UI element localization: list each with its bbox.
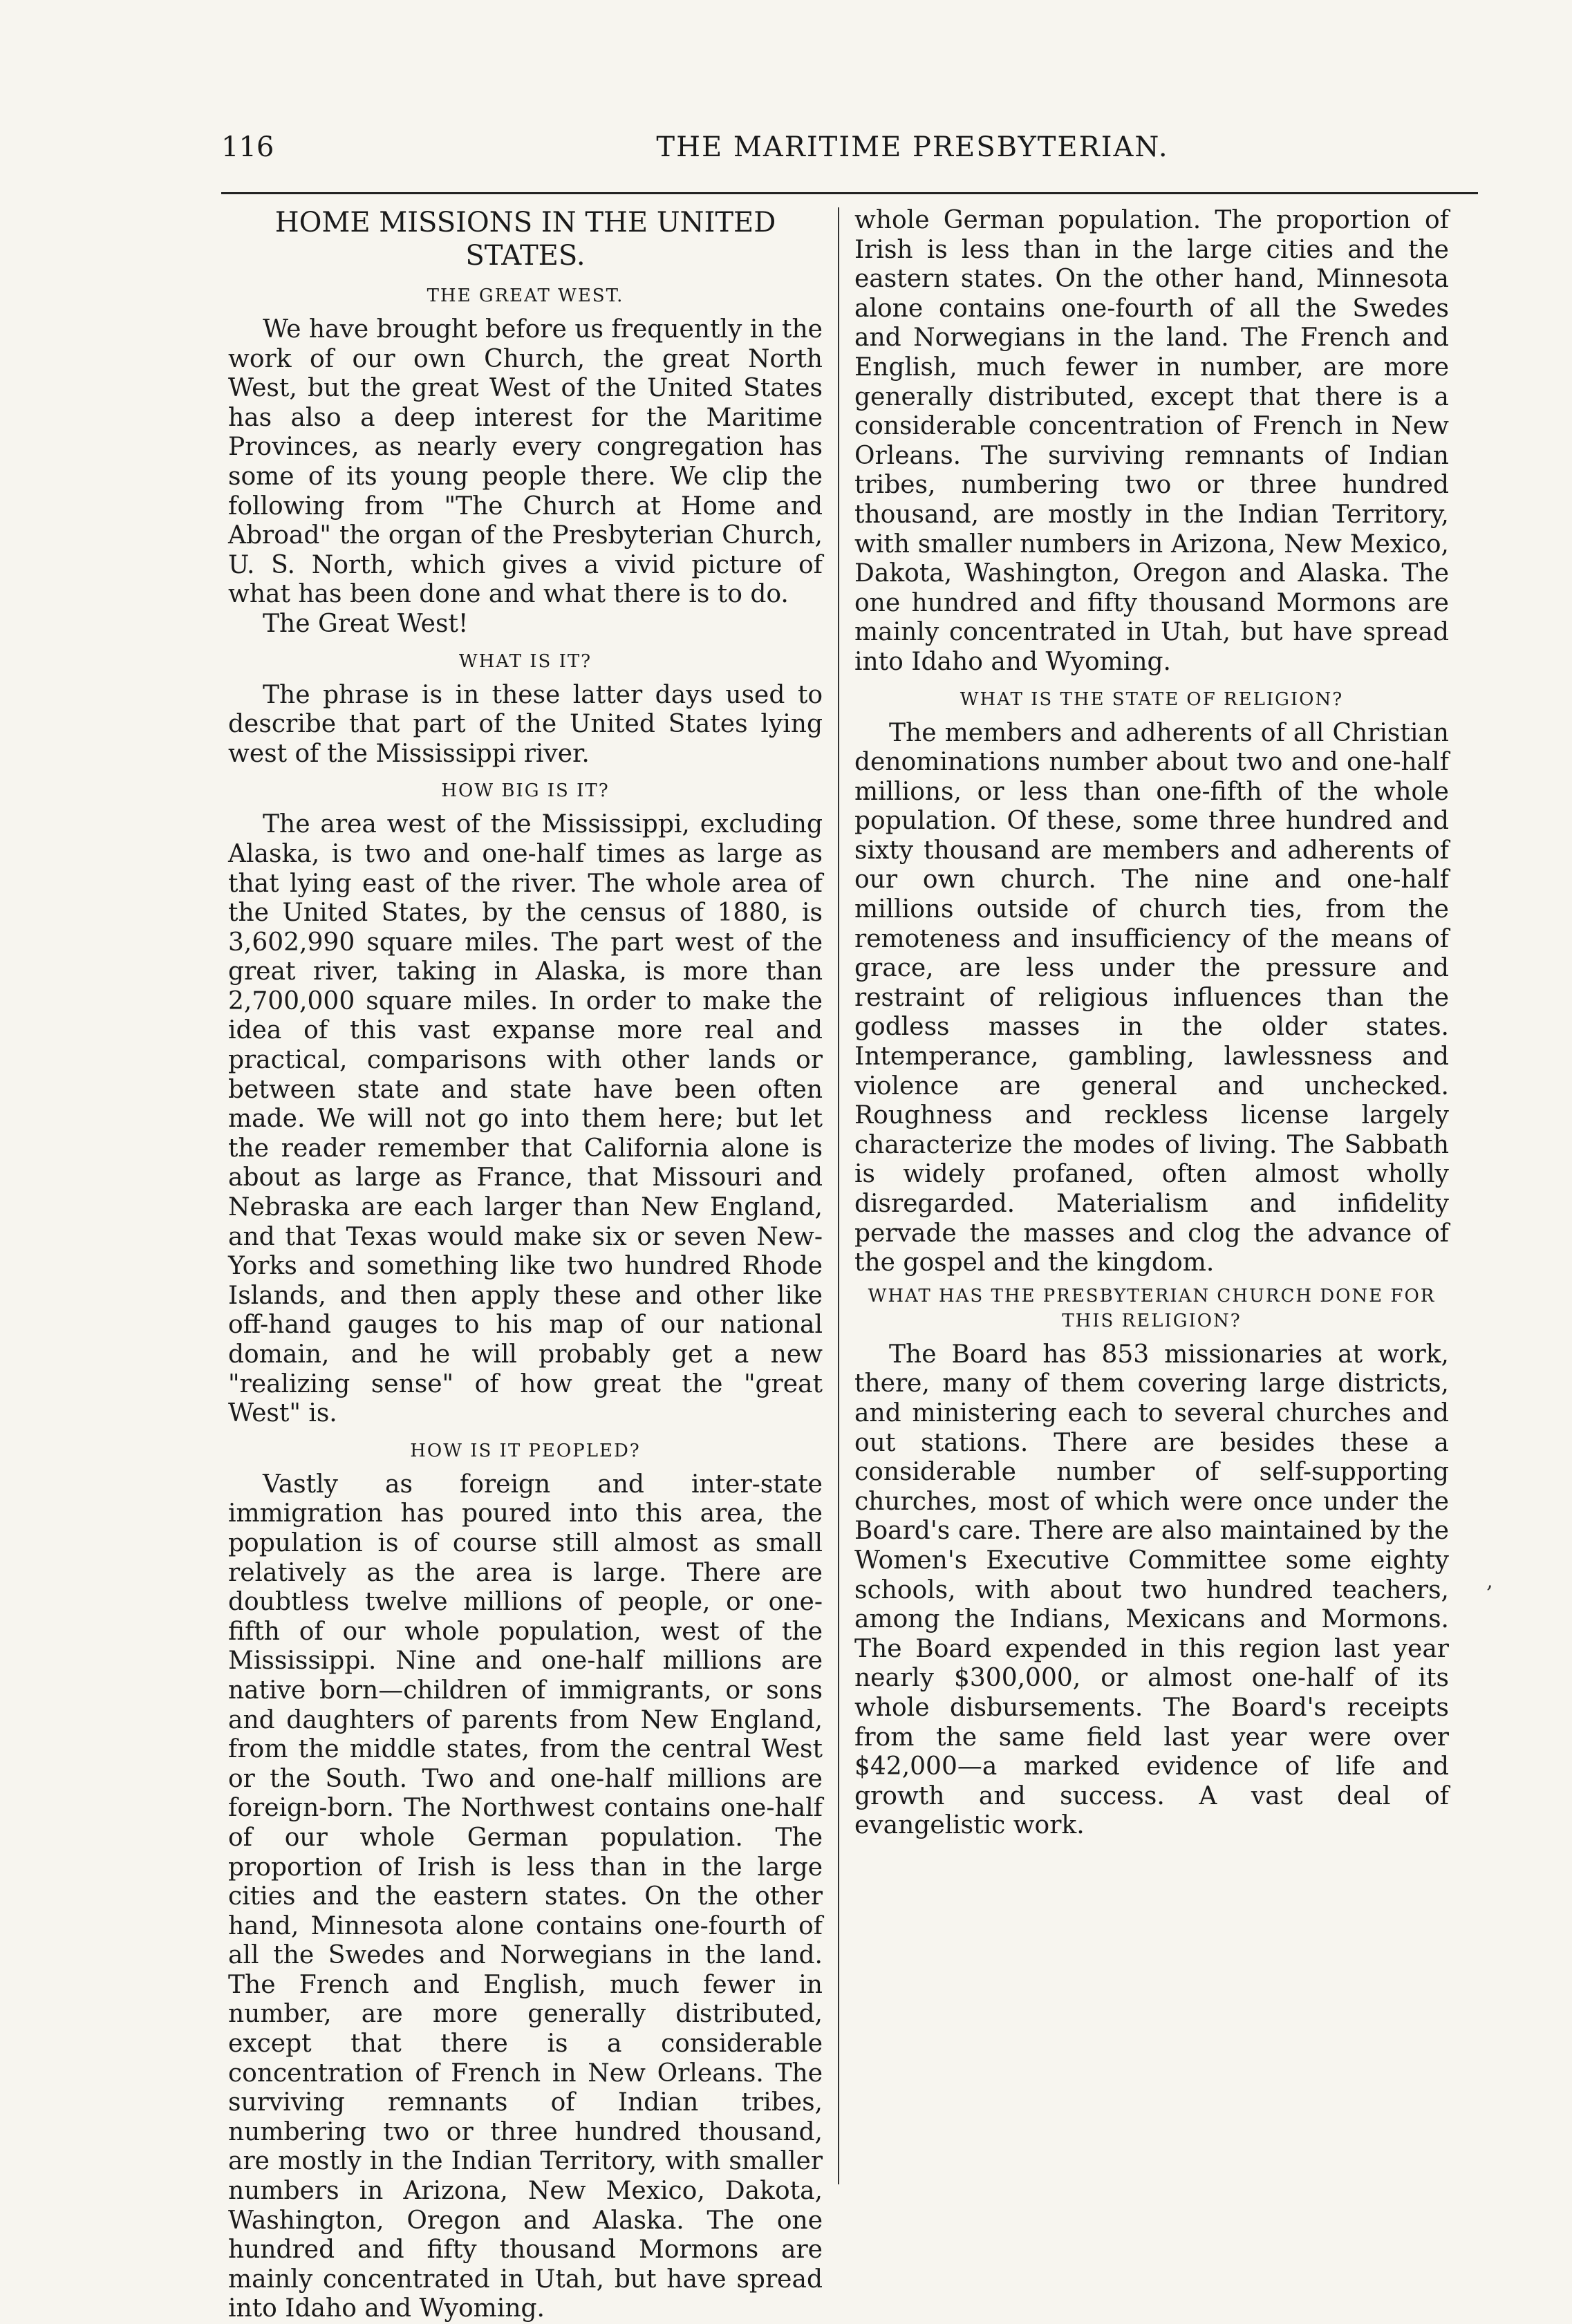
journal-title: THE MARITIME PRESBYTERIAN.: [656, 131, 1169, 163]
header-rule: [221, 192, 1478, 194]
answer-peopled-continued: whole German population. The proportion of Irish is less than in the large cities and the eastern states. On the other hand, Minnesota alone contains one-fourth of all the Swedes and Norwegians in the land. The French and English, much fewer in number, are more generally distributed, except that there is a considerable concentration of French in New Orleans. The surviving remnants of Indian tribes, numbering two or three hundred thousand, are mostly in the Indian Territory, with smaller numbers in Arizona, New Mexico, Dakota, Washington, Oregon and Alaska. The one hundred and fifty thousand Mormons are mainly concentrated in Utah, but have spread into Idaho and Wyoming.: [854, 206, 1449, 676]
question-peopled: HOW IS IT PEOPLED?: [410, 1440, 641, 1461]
left-column: [228, 206, 823, 2323]
running-head: [221, 131, 1479, 173]
question-what-is-it: WHAT IS IT?: [458, 650, 592, 672]
column-divider: [838, 207, 839, 2184]
answer-how-big: The area west of the Mississippi, excluding Alaska, is two and one-half times as large as that lying east of the river. The whole area of the United States, by the census of 1880, is 3,602,990 square miles. The part west of the great river, taking in Alaska, is more than 2,700,000 square miles. In order to make the idea of this vast expanse more real and practical, comparisons with other lands or between state and state have been often made. We will not go into them here; but let the reader remember that California alone is about as large as France, that Missouri and Nebraska are each larger than New England, and that Texas would make six or seven New-Yorks and something like two hundred Rhode Islands, and then apply these and other like off-hand gauges to his map of our national domain, and he will probably get a new "realizing sense" of how great the "great West" is.: [228, 810, 823, 1428]
article-title: HOME MISSIONS IN THE UNITED STATES.: [274, 207, 776, 272]
margin-mark: ‚: [1486, 1569, 1493, 1593]
answer-religion: The members and adherents of all Christian denominations number about two and one-half millions, or less than one-fifth of the whole population. Of these, some three hundred and sixty thousand are members and adherents of our own church. The nine and one-half millions outside of church ties, from the remoteness and insufficiency of the means of grace, are less under the pressure and restraint of religious influences than the godless masses in the older states. Intemperance, gambling, lawlessness and violence are general and unchecked. Roughness and reckless license largely characterize the modes of living. The Sabbath is widely profaned, often almost wholly disregarded. Materialism and infidelity pervade the masses and clog the advance of the gospel and the kingdom.: [854, 718, 1449, 1277]
right-column: [854, 206, 1449, 1841]
answer-what-is-it: The phrase is in these latter days used to describe that part of the United States lying west of the Mississippi river.: [228, 680, 823, 768]
question-religion: WHAT IS THE STATE OF RELIGION?: [960, 688, 1344, 710]
page-number: 116: [221, 131, 274, 163]
answer-peopled: Vastly as foreign and inter-state immigration has poured into this area, the population is of course still almost as small relatively as the area is large. There are doubtless twelve millions of people, or one-fifth of our whole population, west of the Mississippi. Nine and one-half millions are native born—children of immigrants, or sons and daughters of parents from New England, from the middle states, from the central West or the South. Two and one-half millions are foreign-born. The Northwest contains one-half of our whole German population. The proportion of Irish is less than in the large cities and the eastern states. On the other hand, Minnesota alone contains one-fourth of all the Swedes and Norwegians in the land. The French and English, much fewer in number, are more generally distributed, except that there is a considerable concentration of French in New Orleans. The surviving remnants of Indian tribes, numbering two or three hundred thousand, are mostly in the Indian Territory, with smaller numbers in Arizona, New Mexico, Dakota, Washington, Oregon and Alaska. The one hundred and fifty thousand Mormons are mainly concentrated in Utah, but have spread into Idaho and Wyoming.: [228, 1470, 823, 2323]
section-heading-great-west: THE GREAT WEST.: [427, 285, 624, 306]
question-how-big: HOW BIG IS IT?: [441, 780, 610, 802]
exclamation-line: The Great West!: [263, 609, 469, 638]
answer-church: The Board has 853 missionaries at work, there, many of them covering large districts, and ministering each to several churches and out stations. There are besides these a considerable number of self-supporting churches, most of which were once under the Board's care. There are also maintained by the Women's Executive Committee some eighty schools, with about two hundred teachers, among the Indians, Mexicans and Mormons. The Board expended in this region last year nearly $300,000, or almost one-half of its whole disbursements. The Board's receipts from the same field last year were over $42,000—a marked evidence of life and growth and success. A vast deal of evangelistic work.: [854, 1340, 1449, 1840]
intro-paragraph: We have brought before us frequently in the work of our own Church, the great North West, but the great West of the United States has also a deep interest for the Maritime Provinces, as nearly every congregation has some of its young people there. We clip the following from "The Church at Home and Abroad" the organ of the Presbyterian Church, U. S. North, which gives a vivid picture of what has been done and what there is to do.: [228, 315, 823, 609]
question-church: WHAT HAS THE PRESBYTERIAN CHURCH DONE FOR THIS RELIGION?: [868, 1285, 1436, 1331]
